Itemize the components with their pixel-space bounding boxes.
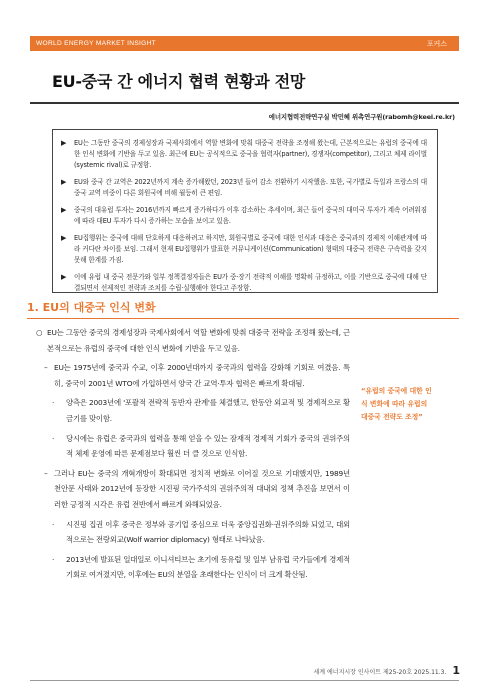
page-title: EU-중국 간 에너지 협력 현황과 전망 bbox=[52, 72, 306, 91]
section-rule bbox=[27, 318, 459, 319]
page-number: 1 bbox=[452, 664, 460, 677]
paragraph bbox=[36, 552, 350, 583]
summary-item bbox=[61, 177, 427, 199]
footer-rule bbox=[30, 680, 459, 681]
summary-text: EU와 중국 간 교역은 2022년까지 계속 증가해왔던, 2023년 들어 감소 전환하기 시작했음. 또한, 국가별로 독일과 프랑스의 대중국 교역 비중이 다른 회원국에 비해 월등히 큰 편임. bbox=[74, 178, 427, 197]
summary-text: EU집행위는 중국에 대해 단호하게 대응하려고 하지만, 회원국별로 중국에 대한 인식과 대응은 중국과의 경제적 이해관계에 따라 커다란 차이를 보임. 그래서 현재 EU집행위가 발표한 커뮤니케이션(Communication) 형태의 대중국 전략은 구속력을 갖지 못해 한계를 가짐. bbox=[74, 234, 427, 264]
paragraph-text: 2013년에 발표된 일대일로 이니셔티브는 초기에 동유럽 및 일부 남유럽 국가들에게 경제적 기회로 여겨졌지만, 이후에는 EU의 분열을 초래한다는 인식이 더 크게 확산됨. bbox=[66, 554, 350, 580]
paragraph-text: 시진핑 집권 이후 중국은 정부와 공기업 중심으로 더욱 중앙집권화·권위주의화 되었고, 대외적으로는 전랑외교(Wolf warrior diplomacy) 형태로 나타났음. bbox=[66, 519, 350, 545]
header-bar bbox=[30, 36, 459, 51]
bullet-mark: – bbox=[44, 468, 48, 478]
triangle-bullet-icon: ▶ bbox=[61, 206, 67, 214]
triangle-bullet-icon: ▶ bbox=[61, 273, 67, 281]
section-body bbox=[36, 325, 350, 583]
paragraph bbox=[36, 325, 350, 356]
summary-box bbox=[52, 129, 438, 293]
paragraph-text: EU는 1975년에 중국과 수교, 이후 2000년대까지 중국과의 협력을 강화해 기회로 여겼음. 특히, 중국이 2001년 WTO에 가입하면서 양국 간 교역·투자 협력은 빠르게 확대됨. bbox=[54, 363, 350, 388]
publication-info: 세계 에너지시장 인사이트 제25-20호 2025.11.3. bbox=[313, 669, 447, 676]
paragraph-text: 그러나 EU는 중국의 개혁개방이 확대되면 정치적 변화로 이어질 것으로 기대했지만, 1989년 천안문 사태와 2012년에 등장한 시진핑 국가주석의 권위주의적 대내외 정책 추진을 보면서 이러한 긍정적 시각은 유럽 전반에서 빠르게 와해되었음. bbox=[54, 468, 350, 509]
summary-item bbox=[61, 272, 427, 294]
paragraph bbox=[36, 466, 350, 513]
summary-item bbox=[61, 205, 427, 227]
bullet-mark: · bbox=[52, 398, 55, 408]
paragraph-text: 당시에는 유럽은 중국과의 협력을 통해 얻을 수 있는 잠재적 경제적 기회가 중국의 권위주의적 체제 운영에 따른 문제점보다 훨씬 더 클 것으로 인식함. bbox=[66, 433, 350, 459]
summary-item bbox=[61, 233, 427, 266]
title-rule bbox=[30, 102, 459, 104]
bullet-mark: ○ bbox=[36, 328, 43, 337]
paragraph bbox=[36, 431, 350, 462]
paragraph bbox=[36, 360, 350, 391]
bullet-mark: · bbox=[52, 433, 55, 443]
section-label: 포커스 bbox=[426, 39, 447, 48]
paragraph-text: 양측은 2003년에 '포괄적 전략적 동반자 관계'를 체결했고, 한동안 외교적 및 경제적으로 황금기를 맞이함. bbox=[66, 398, 350, 423]
side-callout: “유럽의 중국에 대한 인식 변화에 따라 유럽의 대중국 전략도 조정” bbox=[361, 387, 432, 421]
summary-item bbox=[61, 138, 427, 171]
paragraph-text: EU는 그동안 중국의 경제성장과 국제사회에서 역할 변화에 맞춰 대중국 전략을 조정해 왔는데, 근본적으로는 유럽의 중국에 대한 인식 변화에 기반을 두고 있음. bbox=[47, 328, 350, 353]
summary-text: EU는 그동안 중국의 경제성장과 국제사회에서 역할 변화에 맞춰 대중국 전략을 조정해 왔는데, 근본적으로는 유럽의 중국에 대한 인식 변화에 기반을 두고 있음. 최근에 EU는 공식적으로 중국을 협력자(partner), 경쟁자(competitor), 그리고 체제 라이벌(systemic rival)로 규정함. bbox=[74, 139, 427, 169]
triangle-bullet-icon: ▶ bbox=[61, 234, 67, 242]
series-label: WORLD ENERGY MARKET INSIGHT bbox=[36, 40, 156, 47]
authors-line: 에너지협력전략연구실 박민혜 위촉연구원(rabomh@keei.re.kr) bbox=[268, 113, 455, 121]
bullet-mark: · bbox=[52, 519, 55, 529]
triangle-bullet-icon: ▶ bbox=[61, 178, 67, 186]
paragraph bbox=[36, 395, 350, 426]
bullet-mark: – bbox=[44, 363, 48, 373]
footer bbox=[313, 664, 460, 677]
summary-text: 중국의 대유럽 투자는 2016년까지 빠르게 증가하다가 이후 감소하는 추세이며, 최근 들어 중국의 대미국 투자가 계속 어려워짐에 따라 대EU 투자가 다시 증가하는 모습을 보이고 있음. bbox=[74, 206, 427, 225]
paragraph bbox=[36, 517, 350, 548]
triangle-bullet-icon: ▶ bbox=[61, 139, 67, 147]
summary-text: 이에 유럽 내 중국 전문가와 일부 정책결정자들은 EU가 중·장기 전략적 이해를 명확히 규정하고, 이를 기반으로 중국에 대해 단결되면서 선제적인 전략과 조치를 수립·실행해야 한다고 주장함. bbox=[74, 273, 427, 292]
bullet-mark: · bbox=[52, 554, 55, 564]
section-heading: 1. EU의 대중국 인식 변화 bbox=[27, 301, 156, 314]
